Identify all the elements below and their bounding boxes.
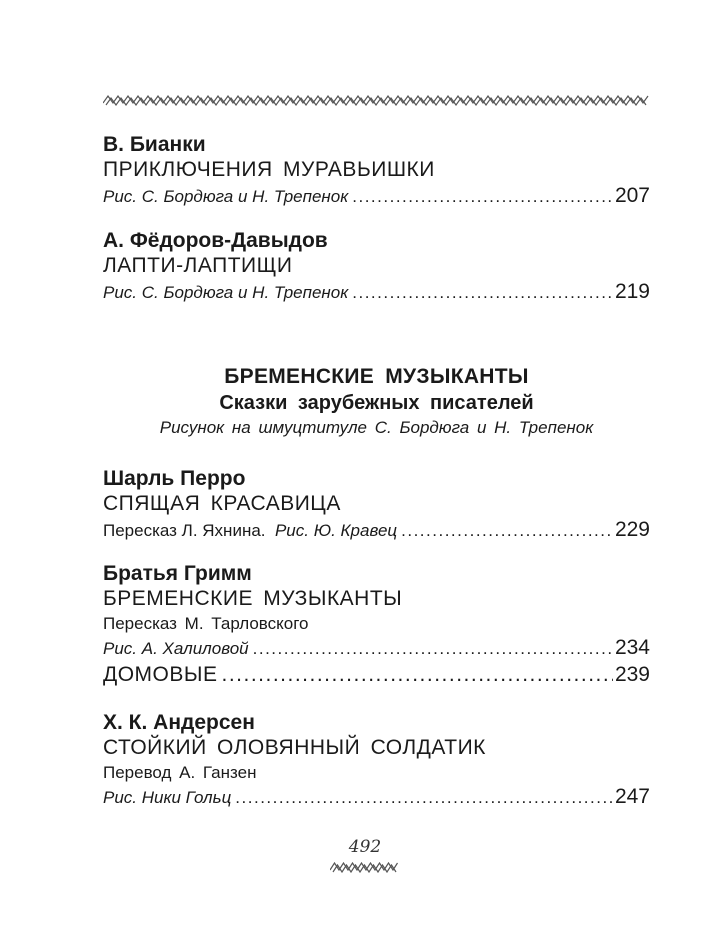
translation-credit: Перевод А. Ганзен	[103, 763, 257, 782]
work-title: ПРИКЛЮЧЕНИЯ МУРАВЬИШКИ	[103, 158, 435, 181]
toc-line[interactable]	[103, 517, 650, 544]
work-title: СТОЙКИЙ ОЛОВЯННЫЙ СОЛДАТИК	[103, 736, 486, 759]
section-title: БРЕМЕНСКИЕ МУЗЫКАНТЫ	[224, 365, 529, 388]
illustrator-credit: Рис. А. Халиловой	[103, 639, 249, 658]
page-folio: 492	[348, 837, 382, 857]
toc-entry-andersen	[103, 710, 650, 811]
toc-line[interactable]	[103, 784, 650, 811]
dot-leader	[253, 636, 613, 662]
dot-leader	[352, 280, 613, 306]
top-ornament	[103, 94, 650, 106]
author-name: В. Бианки	[103, 133, 206, 156]
work-title: БРЕМЕНСКИЕ МУЗЫКАНТЫ	[103, 587, 403, 610]
section-heading	[93, 364, 660, 440]
page-number: 207	[614, 184, 650, 207]
toc-line[interactable]	[103, 183, 650, 210]
section-subtitle: Сказки зарубежных писателей	[219, 392, 534, 414]
illustrator-credit: Рис. С. Бордюга и Н. Трепенок	[103, 283, 349, 302]
bottom-ornament	[330, 861, 400, 873]
illustrator-credit: Рис. Ники Гольц	[103, 788, 232, 807]
toc-line-domovye[interactable]	[103, 662, 650, 688]
author-name: А. Фёдоров-Давыдов	[103, 229, 328, 252]
illustrator-credit: Рис. Ю. Кравец	[274, 521, 398, 540]
retelling-credit	[103, 518, 397, 544]
dot-leader	[401, 518, 613, 544]
work-title: ДОМОВЫЕ	[103, 663, 218, 686]
author-name: Братья Гримм	[103, 562, 252, 585]
toc-line[interactable]	[103, 635, 650, 662]
page-number: 247	[614, 785, 650, 808]
dot-leader	[222, 662, 613, 688]
toc-entry-fedorov-davydov	[103, 228, 650, 306]
page-number: 239	[614, 663, 650, 686]
author-name: Х. К. Андерсен	[103, 711, 255, 734]
dot-leader	[352, 184, 613, 210]
work-title: ЛАПТИ-ЛАПТИЩИ	[103, 254, 293, 277]
toc-entry-perrault	[103, 466, 650, 544]
retelling-text: Пересказ Л. Яхнина.	[103, 521, 266, 540]
dot-leader	[235, 785, 613, 811]
page-number: 234	[614, 636, 650, 659]
illustrator-credit: Рис. С. Бордюга и Н. Трепенок	[103, 187, 349, 206]
work-title: СПЯЩАЯ КРАСАВИЦА	[103, 492, 341, 515]
section-note: Рисунок на шмуцтитуле С. Бордюга и Н. Трепенок	[159, 418, 594, 437]
author-name: Шарль Перро	[103, 467, 246, 490]
retelling-credit: Пересказ М. Тарловского	[103, 614, 309, 633]
page-number: 219	[614, 280, 650, 303]
toc-entry-bianki	[103, 132, 650, 210]
page-number: 229	[614, 518, 650, 541]
toc-entry-grimm	[103, 561, 650, 688]
toc-line[interactable]	[103, 279, 650, 306]
